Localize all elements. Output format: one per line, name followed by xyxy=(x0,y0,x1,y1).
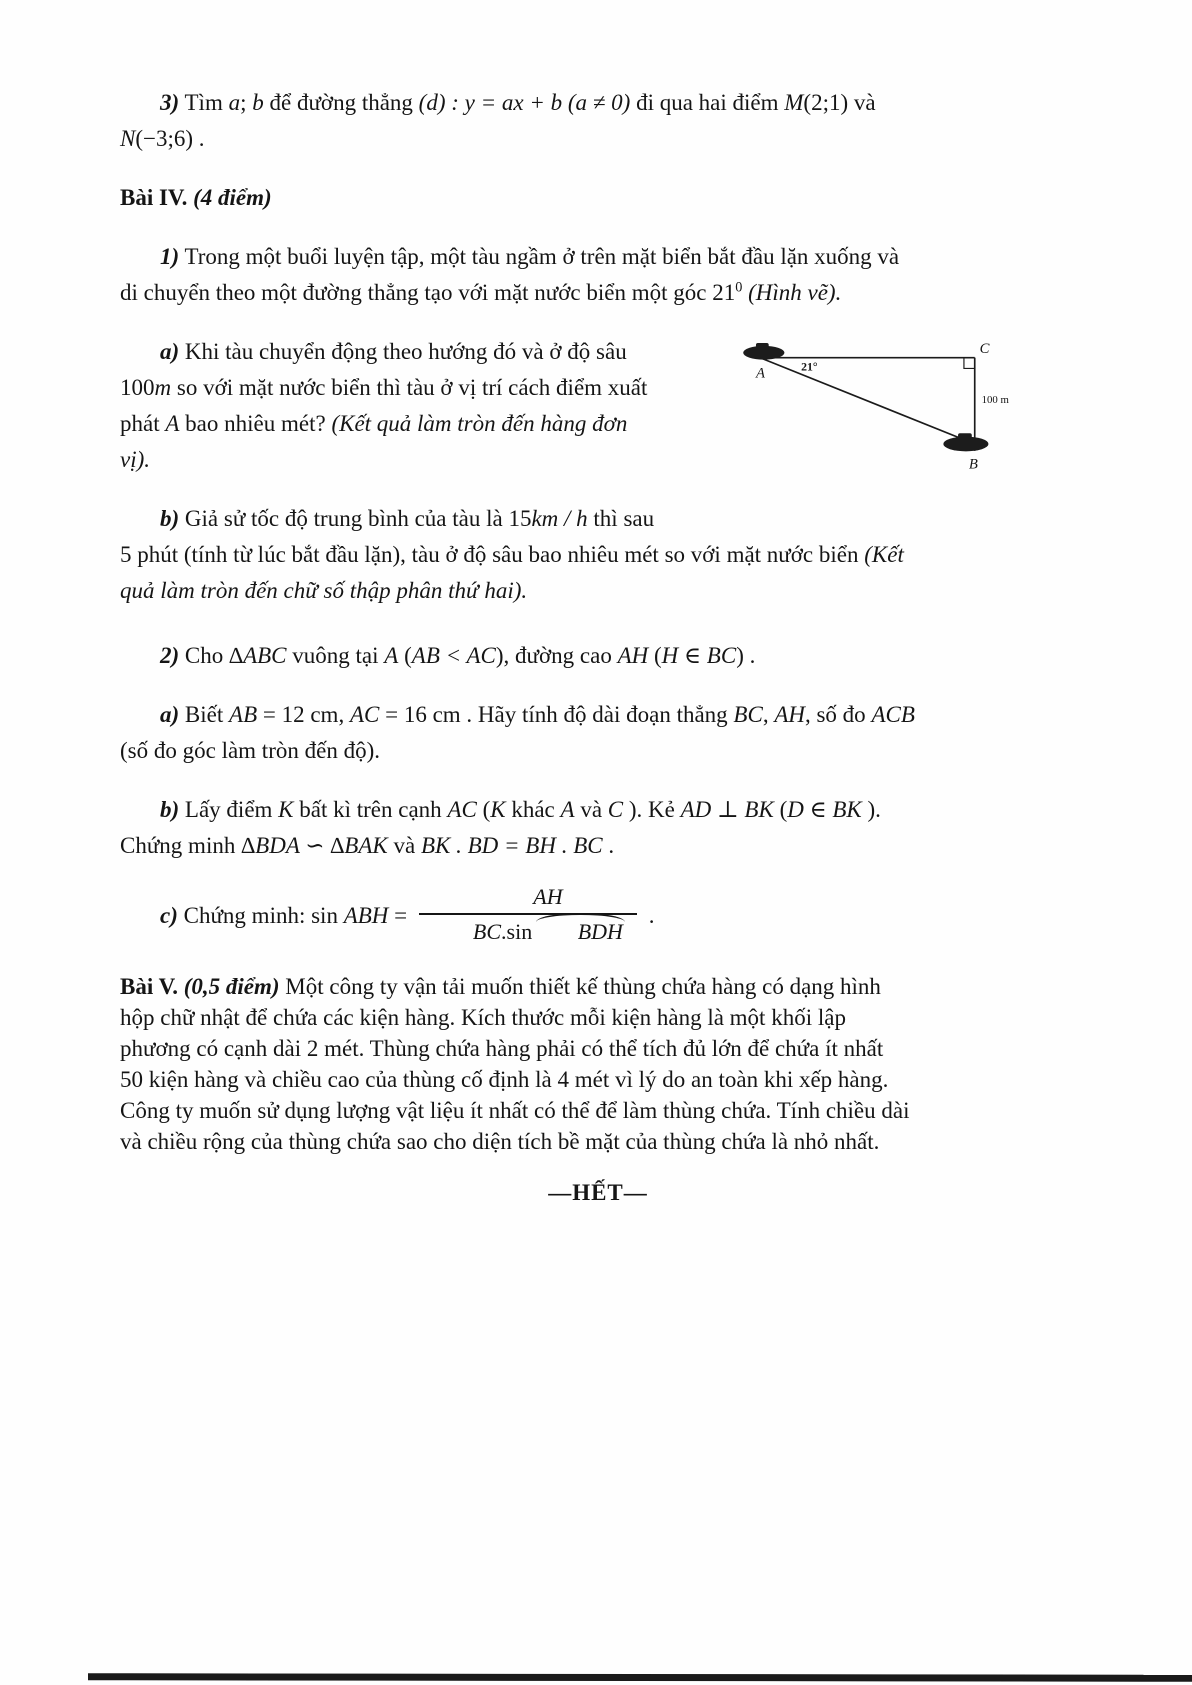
figure-label-c: C xyxy=(979,340,990,357)
scan-edge-artifact xyxy=(88,1673,1192,1682)
heading-bai-4: Bài IV. (4 điểm) xyxy=(120,185,272,210)
end-marker: —HẾT— xyxy=(548,1180,648,1205)
figure-container xyxy=(742,340,1076,495)
fraction-numerator: AH xyxy=(419,884,637,915)
figure-label-a: A xyxy=(755,365,765,382)
problem-4-1a: a) Khi tàu chuyển động theo hướng đó và ở độ sâu 100m so với mặt nước biển thì tàu ở vị trí cách điểm xuất phát A bao nhiêu mét? (Kết quả làm tròn đến hàng đơn vị). xyxy=(120,339,648,472)
problem-4-2a: a) Biết AB = 12 cm, AC = 16 cm . Hãy tính độ dài đoạn thẳng BC, AH, số đo ACB (số đo góc làm tròn đến độ). xyxy=(120,702,915,763)
problem-4-2c xyxy=(120,884,1076,948)
figure-angle-label: 21° xyxy=(801,360,818,374)
submarine-descent-diagram xyxy=(742,340,1076,495)
fraction xyxy=(419,884,637,945)
triangle-lines xyxy=(760,358,975,451)
problem-4-2b: b) Lấy điểm K bất kì trên cạnh AC (K khác A và C ). Kẻ AD ⊥ BK (D ∈ BK ). Chứng minh ∆BDA ∽ ∆BAK và BK . BD = BH . BC . xyxy=(120,797,881,858)
figure-vertex-labels xyxy=(755,341,990,473)
problem-4-2c-prefix: c) Chứng minh: sin ABH = xyxy=(160,902,413,928)
fraction-denominator: BC.sin BDH xyxy=(472,919,623,944)
submarine-icon-end xyxy=(943,433,988,451)
problem-4-2: 2) Cho ∆ABC vuông tại A (AB < AC), đường cao AH (H ∈ BC) . xyxy=(160,643,756,668)
problem-4-1b: b) Giả sử tốc độ trung bình của tàu là 15km / h thì sau 5 phút (tính từ lúc bắt đầu lặn), tàu ở độ sâu bao nhiêu mét so với mặt nước biển (Kết quả làm tròn đến chữ số thập phân thứ hai). xyxy=(120,506,904,603)
problem-4-2c-suffix: . xyxy=(642,902,655,928)
submarine-icon-start xyxy=(743,343,784,360)
figure-depth-label: 100 m xyxy=(981,393,1009,406)
problem-5: Bài V. (0,5 điểm) Một công ty vận tải muốn thiết kế thùng chứa hàng có dạng hình hộp chữ nhật để chứa các kiện hàng. Kích thước mỗi kiện hàng là một khối lập phương có cạnh dài 2 mét. Thùng chứa hàng phải có thể tích đủ lớn để chứa ít nhất 50 kiện hàng và chiều cao của thùng cố định là 4 mét vì lý do an toàn khi xếp hàng. Công ty muốn sử dụng lượng vật liệu ít nhất có thể để làm thùng chứa. Tính chiều dài và chiều rộng của thùng chứa sao cho diện tích bề mặt của thùng chứa là nhỏ nhất. xyxy=(120,974,910,1154)
figure-label-b: B xyxy=(968,456,978,473)
problem-3: 3) Tìm a; b để đường thẳng (d) : y = ax + b (a ≠ 0) đi qua hai điểm M(2;1) và N(−3;6) . xyxy=(120,90,876,151)
problem-4-1-detail xyxy=(120,334,1076,632)
problem-4-1: 1) Trong một buổi luyện tập, một tàu ngầm ở trên mặt biển bắt đầu lặn xuống và di chuyển theo một đường thẳng tạo với mặt nước biển một góc $21^0$ (Hình vẽ). xyxy=(120,244,900,305)
